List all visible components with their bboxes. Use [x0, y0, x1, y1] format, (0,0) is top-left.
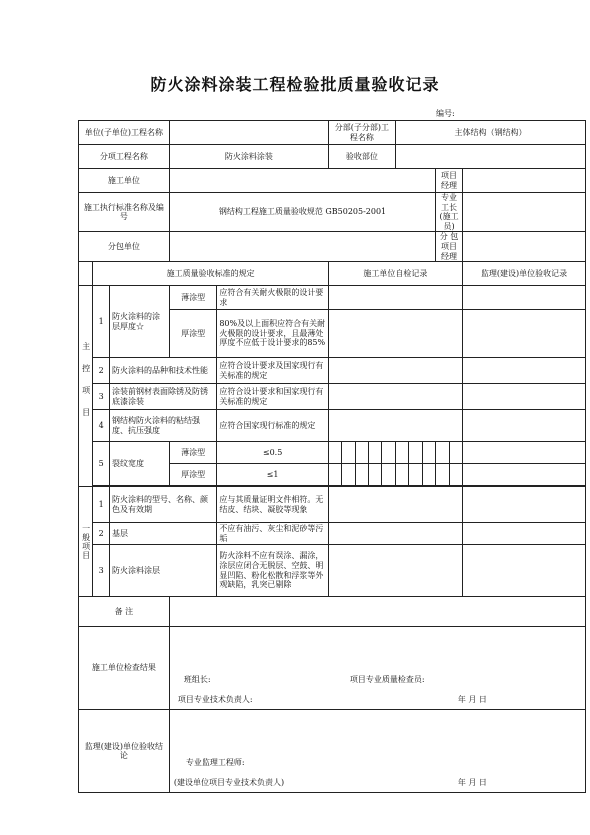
- supervision-cell[interactable]: [462, 523, 585, 545]
- main-items-label: 主控项目: [79, 286, 93, 487]
- sub-pm-label: 分 包项目经理: [436, 232, 463, 262]
- measure-cell[interactable]: [355, 442, 368, 464]
- self-check-cell[interactable]: [328, 286, 462, 310]
- measure-cell[interactable]: [395, 442, 408, 464]
- measure-cell[interactable]: [436, 464, 449, 486]
- supervision-cell[interactable]: [462, 410, 585, 442]
- table-row: 厚涂型 80%及以上面积应符合有关耐火极限的设计要求，且最薄处厚度不应低于设计要求的85%: [79, 310, 586, 358]
- measure-cell[interactable]: [342, 464, 355, 486]
- foreman-label: 专业工长(施工员): [436, 193, 463, 232]
- measure-cell[interactable]: [449, 464, 462, 486]
- table-row: 厚涂型 ≤1: [79, 464, 586, 486]
- table-row: 2 基层 不应有油污、灰尘和泥砂等污垢: [79, 523, 586, 545]
- subunit-value[interactable]: 主体结构（钢结构）: [395, 121, 585, 145]
- supervision-cell[interactable]: [462, 358, 585, 384]
- doc-number-label: 编号:: [436, 109, 455, 118]
- measure-cell[interactable]: [382, 442, 395, 464]
- page-title: 防火涂料涂装工程检验批质量验收记录: [150, 75, 440, 94]
- supervision-cell[interactable]: [462, 384, 585, 410]
- measure-cell[interactable]: [449, 442, 462, 464]
- measure-cell[interactable]: [328, 464, 341, 486]
- self-check-cell[interactable]: [328, 523, 462, 545]
- remarks-label: 备 注: [79, 597, 170, 627]
- supervision-cell[interactable]: [462, 442, 585, 464]
- subunit-label: 分部(子分部)工程名称: [328, 121, 395, 145]
- inspection-form: [78, 120, 586, 793]
- table-row: 3 防火涂料涂层 防火涂料不应有误涂、漏涂，涂层应闭合无脱层、空鼓、明显凹陷、粉化松散和浮浆等外观缺陷，乳突已剔除: [79, 545, 586, 597]
- supervision-cell[interactable]: [462, 286, 585, 310]
- measure-cell[interactable]: [395, 464, 408, 486]
- pm-label: 项目经理: [436, 169, 463, 193]
- construct-unit-value[interactable]: [169, 169, 435, 193]
- quality-inspector-label: 项目专业质量检查员:: [349, 675, 425, 685]
- self-check-cell[interactable]: [328, 384, 462, 410]
- table-row: 2 防火涂料的品种和技术性能 应符合设计要求及国家现行有关标准的规定: [79, 358, 586, 384]
- inspect-part-label: 验收部位: [328, 145, 395, 169]
- supervision-check-label: 监理(建设)单位验收结论: [79, 710, 170, 793]
- measure-cell[interactable]: [382, 464, 395, 486]
- unit-label: 单位(子单位)工程名称: [79, 121, 170, 145]
- measure-cell[interactable]: [369, 442, 382, 464]
- subproject-value[interactable]: 防火涂料涂装: [169, 145, 328, 169]
- measure-cell[interactable]: [355, 464, 368, 486]
- self-check-cell[interactable]: [328, 545, 462, 597]
- item-name: 防火涂料的型号、名称、颜色及有效期: [109, 487, 216, 523]
- inspect-part-value[interactable]: [395, 145, 585, 169]
- sub-pm-value[interactable]: [462, 232, 585, 262]
- supervision-cell[interactable]: [462, 487, 585, 523]
- table-row: 5 裂纹宽度 薄涂型 ≤0.5: [79, 442, 586, 464]
- supervision-cell[interactable]: [462, 310, 585, 358]
- standard-label: 施工执行标准名称及编号: [79, 193, 170, 232]
- supervision-date-label: 年 月 日: [457, 778, 487, 788]
- measure-cell[interactable]: [436, 442, 449, 464]
- self-check-cell[interactable]: [328, 487, 462, 523]
- spec-header: 施工质量验收标准的规定: [93, 262, 328, 286]
- measure-cell[interactable]: [422, 442, 435, 464]
- supervision-check-area[interactable]: [169, 710, 585, 793]
- standard-value[interactable]: 钢结构工程施工质量验收规范 GB50205-2001: [169, 193, 435, 232]
- tech-lead-label: 项目专业技术负责人:: [177, 695, 253, 705]
- item-name: 防火涂料的品种和技术性能: [109, 358, 216, 384]
- self-check-cell[interactable]: [328, 410, 462, 442]
- table-row: 4 钢结构防火涂料的粘结强度、抗压强度 应符合国家现行标准的规定: [79, 410, 586, 442]
- construct-date-label: 年 月 日: [457, 695, 487, 705]
- self-check-header: 施工单位自检记录: [328, 262, 462, 286]
- item-name: 防火涂料涂层: [109, 545, 216, 597]
- table-row: 主控项目 1 防火涂料的涂层厚度☆ 薄涂型 应符合有关耐火极限的设计要求: [79, 286, 586, 310]
- supervision-engineer-label: 专业监理工程师:: [185, 758, 245, 768]
- subcontract-label: 分包单位: [79, 232, 170, 262]
- subcontract-value[interactable]: [169, 232, 435, 262]
- construct-unit-label: 施工单位: [79, 169, 170, 193]
- measure-cell[interactable]: [328, 442, 341, 464]
- measure-cell[interactable]: [409, 464, 422, 486]
- pm-value[interactable]: [462, 169, 585, 193]
- team-leader-label: 班组长:: [183, 675, 211, 685]
- item-name: 防火涂料的涂层厚度☆: [109, 286, 169, 358]
- table-row: 3 涂装前钢材表面除锈及防锈底漆涂装 应符合设计要求和国家现行有关标准的规定: [79, 384, 586, 410]
- remarks-value[interactable]: [169, 597, 585, 627]
- unit-value[interactable]: [169, 121, 328, 145]
- supervision-cell[interactable]: [462, 545, 585, 597]
- subproject-label: 分项工程名称: [79, 145, 170, 169]
- measure-cell[interactable]: [409, 442, 422, 464]
- foreman-value[interactable]: [462, 193, 585, 232]
- supervision-header: 监理(建设)单位验收记录: [462, 262, 585, 286]
- supervision-cell[interactable]: [462, 464, 585, 486]
- construct-check-label: 施工单位检查结果: [79, 627, 170, 710]
- measure-cell[interactable]: [342, 442, 355, 464]
- item-name: 钢结构防火涂料的粘结强度、抗压强度: [109, 410, 216, 442]
- self-check-cell[interactable]: [328, 310, 462, 358]
- construct-check-area[interactable]: [169, 627, 585, 710]
- general-items-label: 一般项目: [79, 487, 93, 597]
- owner-tech-label: (建设单位项目专业技术负责人): [173, 778, 285, 788]
- measure-cell[interactable]: [422, 464, 435, 486]
- item-name: 基层: [109, 523, 216, 545]
- measure-cell[interactable]: [369, 464, 382, 486]
- self-check-cell[interactable]: [328, 358, 462, 384]
- table-row: 一般项目 1 防火涂料的型号、名称、颜色及有效期 应与其质量证明文件相符。无结皮、结块、凝胶等现象: [79, 487, 586, 523]
- item-name: 裂纹宽度: [109, 442, 169, 486]
- item-name: 涂装前钢材表面除锈及防锈底漆涂装: [109, 384, 216, 410]
